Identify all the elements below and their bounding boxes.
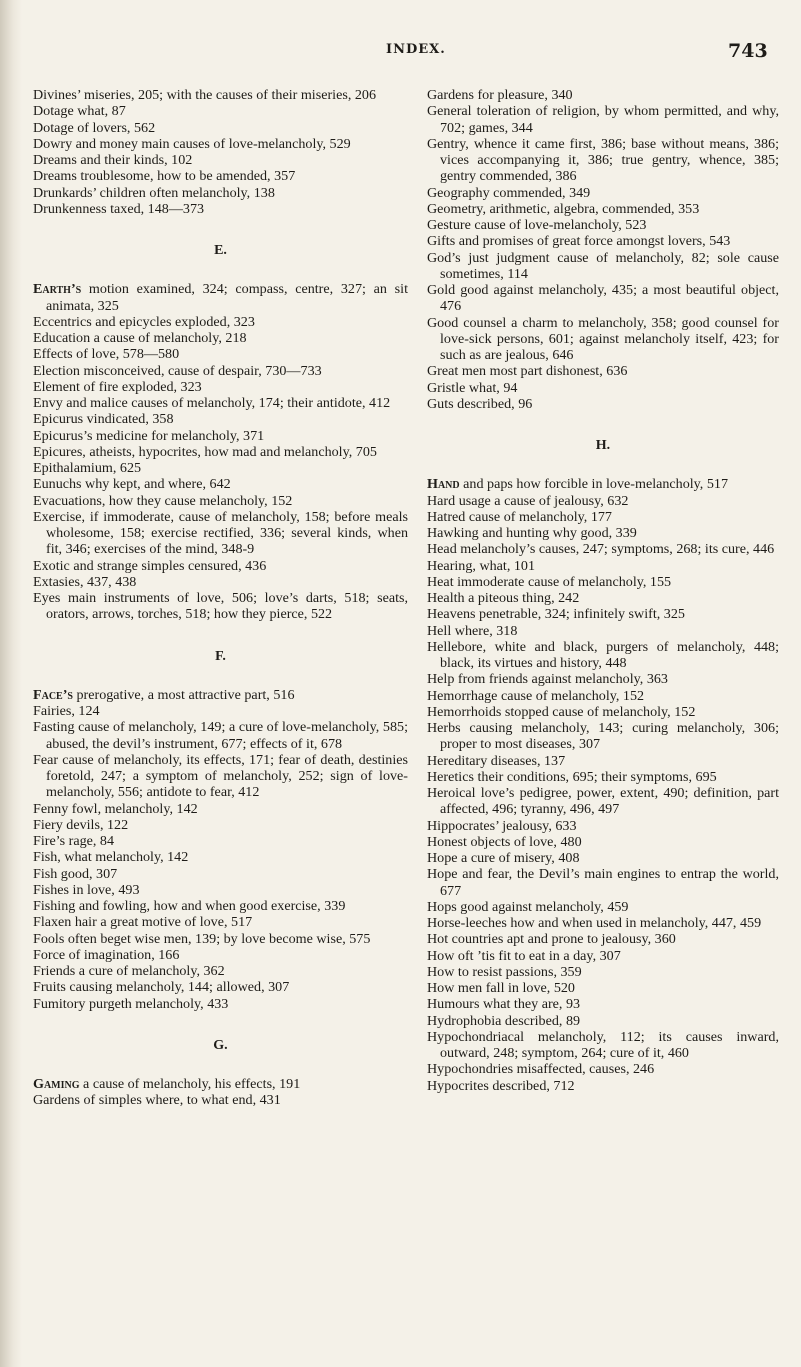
index-entry: God’s just judgment cause of melancholy, 82; sole cause sometimes, 114 [427, 249, 779, 282]
index-entry: Hatred cause of melancholy, 177 [427, 508, 612, 525]
index-entry: Hawking and hunting why good, 339 [427, 525, 637, 541]
index-entry: Fear cause of melancholy, its effects, 171; fear of death, destinies foretold, 247; a symptom of melancholy, 252; sign of love-melancholy, 556; antidote to fear, 412 [33, 751, 408, 801]
index-entry: Evacuations, how they cause melancholy, 152 [33, 492, 293, 509]
index-entry: Divines’ miseries, 205; with the causes of their miseries, 206 [33, 87, 377, 103]
index-entry-lead-word: Earth’s [33, 281, 82, 298]
index-entry: Humours what they are, 93 [427, 996, 581, 1013]
index-entry-lead-word: Hand [427, 476, 460, 493]
index-entry: Fasting cause of melancholy, 149; a cure of love-melancholy, 585; abused, the devil’s instrument, 677; effects of it, 678 [33, 719, 408, 752]
index-entry: Dotage what, 87 [33, 103, 126, 120]
index-entry-text: a cause of melancholy, his effects, 191 [79, 1076, 301, 1092]
index-entry: Envy and malice causes of melancholy, 174; their antidote, 412 [33, 395, 391, 411]
index-entry: Extasies, 437, 438 [33, 573, 137, 590]
index-entry: Horse-leeches how and when used in melancholy, 447, 459 [427, 915, 762, 931]
index-entry: Drunkards’ children often melancholy, 138 [33, 184, 275, 201]
index-entry: Fiery devils, 122 [33, 816, 129, 833]
index-entry: Eunuchs why kept, and where, 642 [33, 476, 231, 493]
section-letter-heading: G. [213, 1037, 228, 1053]
index-entry: Dreams and their kinds, 102 [33, 152, 193, 168]
index-entry: Hypochondries misaffected, causes, 246 [427, 1061, 655, 1078]
index-entry: Education a cause of melancholy, 218 [33, 330, 247, 346]
index-entry: Hereditary diseases, 137 [427, 752, 566, 769]
index-entry: Exercise, if immoderate, cause of melancholy, 158; before meals wholesome, 158; exercise rectified, 336; several kinds, when fit, 346; exercises of the mind, 348-9 [33, 508, 408, 558]
section-letter-heading: H. [595, 438, 611, 453]
index-entry: Hippocrates’ jealousy, 633 [427, 817, 577, 834]
index-entry: Gardens for pleasure, 340 [427, 87, 573, 103]
index-entry: Fishes in love, 493 [33, 881, 140, 898]
index-entry: Dreams troublesome, how to be amended, 357 [33, 168, 296, 185]
index-entry: Election misconceived, cause of despair, 730—733 [33, 362, 322, 379]
running-head-title: INDEX. [386, 42, 446, 57]
index-entry: Force of imagination, 166 [33, 946, 180, 963]
index-entry: Flaxen hair a great motive of love, 517 [33, 914, 253, 931]
index-entry: Hypochondriacal melancholy, 112; its causes inward, outward, 248; symptom, 264; cure of it, 460 [427, 1028, 779, 1061]
index-entry: General toleration of religion, by whom permitted, and why, 702; games, 344 [427, 103, 779, 136]
index-entry-text: prerogative, a most attractive part, 516 [72, 686, 295, 703]
index-entry: Herbs causing melancholy, 143; curing melancholy, 306; proper to most diseases, 307 [427, 720, 779, 753]
index-entry: Hot countries apt and prone to jealousy, 360 [427, 931, 676, 948]
index-entry-lead-word: Face’s [33, 686, 73, 703]
index-entry: Fumitory purgeth melancholy, 433 [33, 995, 229, 1012]
index-entry: Gristle what, 94 [427, 379, 518, 396]
index-entry: Epicurus vindicated, 358 [33, 411, 174, 428]
index-entry [427, 476, 779, 492]
page-number: 743 [728, 40, 768, 62]
index-entry: How men fall in love, 520 [427, 980, 575, 996]
index-entry: Gold good against melancholy, 435; a most beautiful object, 476 [427, 282, 779, 315]
index-entry: Honest objects of love, 480 [427, 833, 582, 850]
index-entry: Geography commended, 349 [427, 184, 591, 201]
index-entry: Fire’s rage, 84 [33, 833, 115, 849]
index-entry: Effects of love, 578—580 [33, 346, 180, 363]
index-entry: Help from friends against melancholy, 363 [427, 671, 668, 688]
index-entry: Hemorrhoids stopped cause of melancholy, 152 [427, 703, 696, 720]
index-entry: Eccentrics and epicycles exploded, 323 [33, 313, 255, 330]
index-entry: Guts described, 96 [427, 395, 533, 412]
index-entry: Dotage of lovers, 562 [33, 119, 156, 136]
index-entry: Epicurus’s medicine for melancholy, 371 [33, 427, 265, 444]
index-entry: Hearing, what, 101 [427, 557, 536, 574]
index-entry: Epicures, atheists, hypocrites, how mad and melancholy, 705 [33, 443, 377, 460]
index-entry: How oft ’tis fit to eat in a day, 307 [427, 947, 621, 964]
index-entry [33, 281, 408, 314]
index-entry: Gesture cause of love-melancholy, 523 [427, 217, 647, 233]
index-entry: Gentry, whence it came first, 386; base without means, 386; vices accompanying it, 386; true gentry, whence, 385; gentry commended, 386 [427, 135, 779, 185]
index-entry: Heroical love’s pedigree, power, extent, 490; definition, part affected, 496; tyranny, 496, 497 [427, 785, 779, 818]
index-entry: Hypocrites described, 712 [427, 1077, 575, 1094]
index-entry: Health a piteous thing, 242 [427, 590, 580, 606]
section-letter-heading: F. [215, 648, 226, 664]
index-entry-lead-word: Gaming [33, 1076, 80, 1092]
index-entry: Dowry and money main causes of love-melancholy, 529 [33, 135, 351, 152]
index-entry: Geometry, arithmetic, algebra, commended, 353 [427, 200, 700, 217]
running-head [0, 40, 801, 70]
index-entry: Hops good against melancholy, 459 [427, 898, 629, 915]
index-entry [33, 687, 408, 703]
index-entry: Exotic and strange simples censured, 436 [33, 557, 267, 574]
index-column-left [33, 87, 408, 1109]
index-entry: Friends a cure of melancholy, 362 [33, 963, 225, 979]
index-entry: Hard usage a cause of jealousy, 632 [427, 492, 629, 509]
index-entry: Fenny fowl, melancholy, 142 [33, 800, 198, 817]
index-entry: Hydrophobia described, 89 [427, 1012, 581, 1029]
index-entry: Fish good, 307 [33, 865, 118, 882]
index-entry: Hell where, 318 [427, 622, 518, 639]
index-entry: Good counsel a charm to melancholy, 358; good counsel for love-sick persons, 601; against melancholy itself, 423; for such as are jealous, 646 [427, 314, 779, 363]
index-entry: Eyes main instruments of love, 506; love’s darts, 518; seats, orators, arrows, torches, 518; how they pierce, 522 [33, 590, 408, 623]
index-entry: Hope a cure of misery, 408 [427, 850, 580, 866]
index-entry: Element of fire exploded, 323 [33, 378, 202, 395]
index-entry: Hemorrhage cause of melancholy, 152 [427, 687, 645, 704]
index-entry: How to resist passions, 359 [427, 963, 582, 980]
index-column-right [427, 87, 779, 1094]
index-entry-text: motion examined, 324; compass, centre, 327; an sit animata, 325 [46, 281, 408, 314]
index-entry: Fishing and fowling, how and when good exercise, 339 [33, 898, 346, 914]
index-entry: Fools often beget wise men, 139; by love become wise, 575 [33, 930, 371, 947]
page-gutter-shadow [0, 0, 22, 1367]
index-entry: Heretics their conditions, 695; their symptoms, 695 [427, 768, 717, 785]
index-entry: Fruits causing melancholy, 144; allowed, 307 [33, 979, 290, 996]
index-entry [33, 1076, 408, 1092]
index-entry: Drunkenness taxed, 148—373 [33, 200, 205, 217]
index-entry: Fish, what melancholy, 142 [33, 849, 189, 866]
index-entry: Hellebore, white and black, purgers of melancholy, 448; black, its virtues and history, 448 [427, 638, 779, 671]
index-entry: Heavens penetrable, 324; infinitely swift, 325 [427, 606, 685, 623]
index-entry: Head melancholy’s causes, 247; symptoms, 268; its cure, 446 [427, 541, 775, 558]
index-entry: Fairies, 124 [33, 703, 100, 719]
index-entry: Great men most part dishonest, 636 [427, 363, 628, 380]
index-entry: Heat immoderate cause of melancholy, 155 [427, 573, 672, 590]
index-entry-text: and paps how forcible in love-melancholy, 517 [459, 476, 728, 493]
index-entry: Gifts and promises of great force amongst lovers, 543 [427, 233, 731, 250]
section-letter-heading: E. [214, 243, 227, 258]
index-entry: Gardens of simples where, to what end, 431 [33, 1092, 281, 1109]
index-entry: Hope and fear, the Devil’s main engines to entrap the world, 677 [427, 866, 779, 899]
index-entry: Epithalamium, 625 [33, 460, 142, 476]
